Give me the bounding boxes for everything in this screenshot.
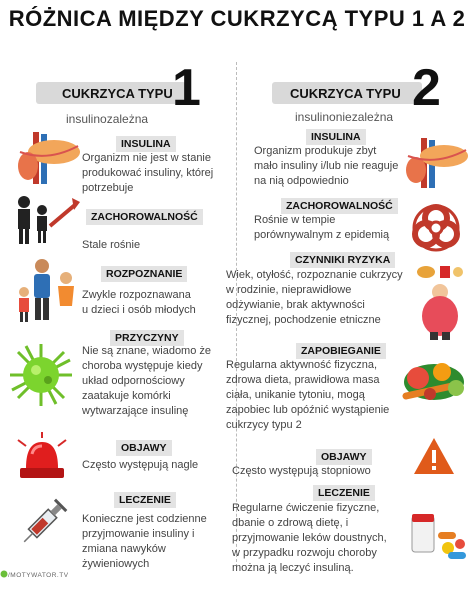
text-line: można ją leczyć insuliną. [232,562,354,574]
siren-icon [14,432,70,482]
type2-czynniki-tag: CZYNNIKI RYZYKA [290,252,395,268]
pancreas-icon [404,134,470,192]
text-line: w przypadku rozwoju choroby [232,547,377,559]
text-line: Często występują nagle [82,459,199,471]
type2-czynniki-text [226,268,403,328]
type1-insulina-tag: INSULINA [116,136,176,152]
text-line: produkować insuliny, której [82,167,214,179]
text-line: zapobiec lub opóźnić wystąpienie [226,404,390,416]
virus-icon [6,340,76,410]
text-line: Zwykle rozpoznawana [82,289,191,301]
type1-rozpoznanie-text [82,288,196,318]
vegetables-icon [400,346,468,406]
text-line: zmiana nawyków [82,543,166,555]
family-icon [14,256,80,326]
text-line: Konieczne jest codzienne [82,513,207,525]
text-line: wytwarzające insulinę [82,405,189,417]
text-line: Organizm nie jest w stanie [82,152,211,164]
text-line: porównywalnym z epidemią [254,229,390,241]
family-growth-icon [10,190,82,246]
text-line: cukrzycy typu 2 [226,419,302,431]
text-line: zaatakuje komórki [82,390,171,402]
type2-leczenie-text [232,501,387,576]
type1-number: 1 [172,59,201,117]
syringe-icon [14,492,74,552]
text-line: Nie są znane, wiadomo że [82,345,212,357]
text-line: u dzieci i osób młodych [82,304,196,316]
type1-rozpoznanie-tag: ROZPOZNANIE [101,266,187,282]
footer-brand: /MOTYWATOR.TV [8,572,69,579]
text-line: Organizm produkuje zbyt [254,145,377,157]
biohazard-icon [408,198,464,254]
junk-food-icon [412,262,468,342]
type2-leczenie-tag: LECZENIE [313,485,375,501]
text-line: Regularna aktywność fizyczna, [226,359,378,371]
text-line: zdrowa dieta, prawidłowa masa [226,374,380,386]
type2-insulina-text [254,144,398,189]
text-line: dbanie o zdrową dietę, i [232,517,349,529]
type1-przyczyny-text [82,344,211,419]
type1-leczenie-tag: LECZENIE [114,492,176,508]
warning-icon [412,436,456,476]
text-line: potrzebuje [82,182,134,194]
type1-przyczyny-tag: PRZYCZYNY [110,330,184,346]
text-line: Rośnie w tempie [254,214,336,226]
type2-objawy-tag: OBJAWY [316,449,372,465]
type1-insulina-text [82,151,213,196]
text-line: na nią odpowiednio [254,175,349,187]
type2-zapobieganie-text [226,358,389,433]
type2-zachorowalnosc-text [254,213,389,243]
type1-subtitle: insulinozależna [66,112,149,126]
type1-leczenie-text [82,512,207,572]
pancreas-icon [14,128,82,188]
text-line: w rodzinie, nieprawidłowe [226,284,352,296]
type2-number: 2 [412,59,441,117]
text-line: układ odpornościowy [82,375,185,387]
text-line: choroba występuje kiedy [82,360,203,372]
type1-objawy-tag: OBJAWY [116,440,172,456]
logo-icon [0,569,8,579]
text-line: Regularne ćwiczenie fizyczne, [232,502,380,514]
type2-subtitle: insulinoniezależna [295,110,394,124]
text-line: odżywianie, brak aktywności [226,299,365,311]
page-title: RÓŻNICA MIĘDZY CUKRZYCĄ TYPU 1 A 2 [8,6,466,31]
text-line: przyjmowanie insuliny i [82,528,195,540]
type2-zapobieganie-tag: ZAPOBIEGANIE [296,343,386,359]
type1-zachorowalnosc-text [82,238,140,253]
type2-objawy-text [232,464,371,479]
text-line: Często występują stopniowo [232,465,371,477]
text-line: Stale rośnie [82,239,141,251]
type2-insulina-tag: INSULINA [306,129,366,145]
type1-zachorowalnosc-tag: ZACHOROWALNOŚĆ [86,209,203,225]
text-line: mało insuliny i/lub nie reaguje [254,160,399,172]
text-line: Wiek, otyłość, rozpoznanie cukrzycy [226,269,403,281]
type2-header: CUKRZYCA TYPU [290,86,401,101]
text-line: żywieniowych [82,558,150,570]
type1-objawy-text [82,458,198,473]
type2-zachorowalnosc-tag: ZACHOROWALNOŚĆ [281,198,398,214]
text-line: fizycznej, pochodzenie etniczne [226,314,381,326]
text-line: przyjmowanie leków doustnych, [232,532,387,544]
pills-icon [408,510,470,562]
type1-header: CUKRZYCA TYPU [62,86,173,101]
text-line: ciała, unikanie tytoniu, mogą [226,389,365,401]
